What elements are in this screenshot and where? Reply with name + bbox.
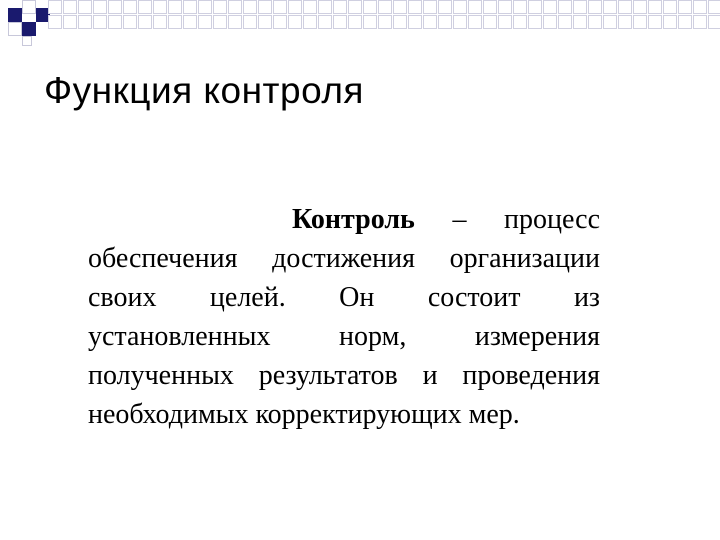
decorative-header	[0, 0, 720, 48]
definition-text: – процесс обеспечения достижения организации своих целей. Он состоит из установленных норм, измерения полученных результатов и проведения необходимых корректирующих мер.	[88, 204, 600, 430]
decor-square-dark	[22, 22, 36, 36]
page-title: Функция контроля	[44, 70, 364, 111]
decor-square-light	[8, 22, 22, 36]
definition-paragraph	[88, 200, 600, 434]
decor-square-light	[22, 36, 32, 46]
decor-square-light	[22, 0, 36, 14]
decor-square-dark	[8, 8, 22, 22]
decorative-grid	[48, 0, 720, 32]
definition-term: Контроль	[292, 204, 415, 235]
